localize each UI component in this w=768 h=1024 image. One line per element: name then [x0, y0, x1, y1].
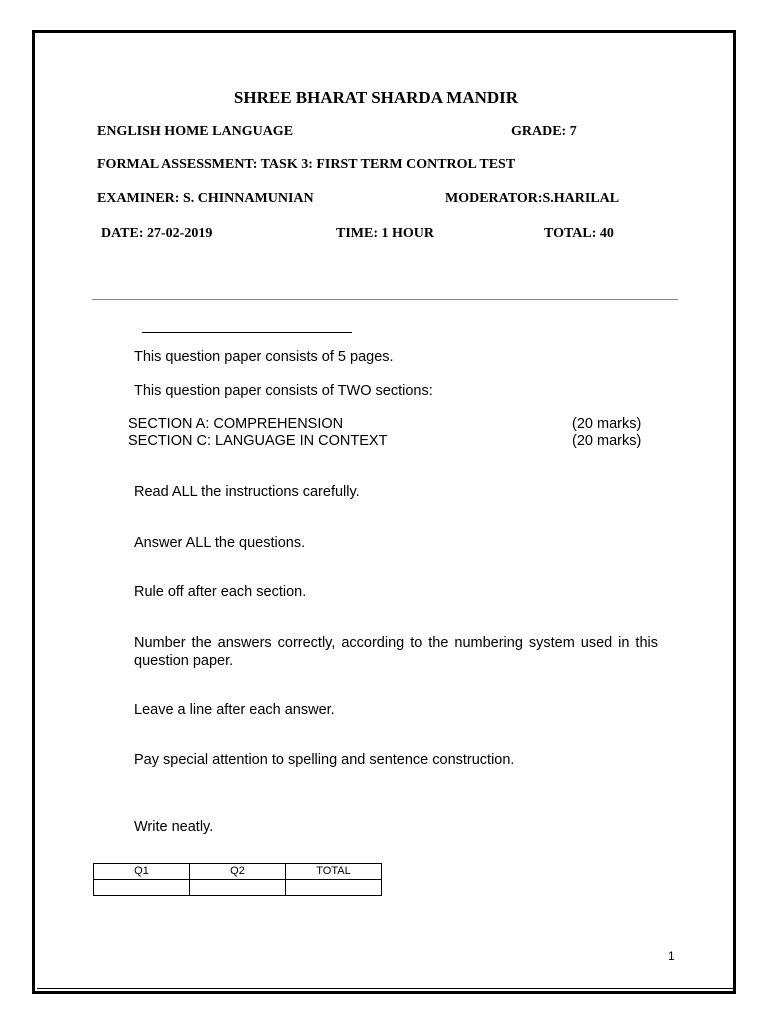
school-title: SHREE BHARAT SHARDA MANDIR — [233, 88, 519, 107]
section-c-marks: (20 marks) — [572, 433, 642, 449]
marks-value-q1[interactable] — [94, 880, 190, 896]
marks-value-q2[interactable] — [190, 880, 286, 896]
assessment-label: FORMAL ASSESSMENT: TASK 3: FIRST TERM CONTROL TEST — [97, 157, 516, 172]
marks-header-total: TOTAL — [286, 864, 382, 880]
sections-intro: This question paper consists of TWO sections: — [134, 383, 433, 399]
date-label: DATE: 27-02-2019 — [101, 226, 213, 241]
short-divider — [142, 332, 352, 333]
marks-table-header-row — [94, 864, 382, 880]
instruction-item: Rule off after each section. — [134, 584, 307, 600]
section-a-name: SECTION A: COMPREHENSION — [128, 416, 344, 432]
section-c-name: SECTION C: LANGUAGE IN CONTEXT — [128, 433, 388, 449]
instruction-item: Pay special attention to spelling and sentence construction. — [134, 752, 515, 768]
marks-table — [93, 863, 382, 896]
subject-label: ENGLISH HOME LANGUAGE — [97, 124, 294, 139]
page-border-bottom-line — [37, 988, 733, 989]
section-a-marks: (20 marks) — [572, 416, 642, 432]
instruction-item: Write neatly. — [134, 819, 214, 835]
total-label: TOTAL: 40 — [544, 226, 614, 241]
instruction-item: Read ALL the instructions carefully. — [134, 484, 360, 500]
marks-value-total[interactable] — [286, 880, 382, 896]
instruction-item: Answer ALL the questions. — [134, 535, 306, 551]
grade-label: GRADE: 7 — [511, 124, 577, 139]
page-number: 1 — [668, 949, 675, 963]
marks-header-q2: Q2 — [190, 864, 286, 880]
instruction-item: Number the answers correctly, according to the numbering system used in this question paper. — [134, 635, 658, 669]
marks-header-q1: Q1 — [94, 864, 190, 880]
instruction-item: Leave a line after each answer. — [134, 702, 335, 718]
pages-info: This question paper consists of 5 pages. — [134, 349, 394, 365]
examiner-label: EXAMINER: S. CHINNAMUNIAN — [97, 191, 314, 206]
moderator-label: MODERATOR:S.HARILAL — [445, 191, 620, 206]
page-border — [32, 30, 736, 994]
time-label: TIME: 1 HOUR — [336, 226, 434, 241]
marks-table-value-row — [94, 880, 382, 896]
header-divider — [92, 299, 678, 300]
